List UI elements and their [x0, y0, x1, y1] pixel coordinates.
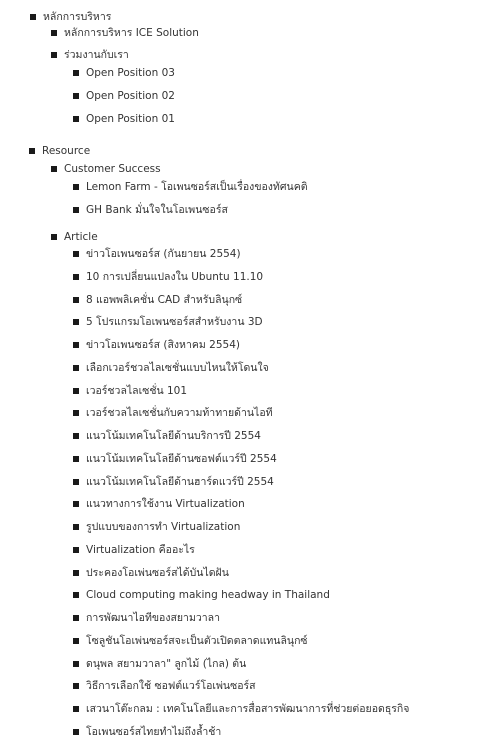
square-bullet-icon [73, 342, 79, 348]
menu-item-label: รูปแบบของการทำ Virtualization [86, 521, 241, 533]
menu-item-label: 8 แอพพลิเคชั่น CAD สำหรับลินุกซ์ [86, 294, 243, 306]
square-bullet-icon [73, 251, 79, 257]
square-bullet-icon [73, 70, 79, 76]
square-bullet-icon [29, 148, 35, 154]
menu-item-label: Virtualization คืออะไร [86, 544, 195, 556]
square-bullet-icon [73, 365, 79, 371]
menu-item-label: Open Position 03 [86, 67, 175, 79]
square-bullet-icon [73, 615, 79, 621]
square-bullet-icon [30, 14, 36, 20]
menu-item-label: Article [64, 231, 98, 243]
menu-item-label: โอเพนซอร์สไทยทำไม่ถึงล้ำช้า [86, 726, 222, 738]
square-bullet-icon [51, 234, 57, 240]
square-bullet-icon [73, 433, 79, 439]
menu-item-label: เสวนาโต๊ะกลม : เทคโนโลยีและการสื่อสารพัฒนาการที่ช่วยต่อยอดธุรกิจ [86, 703, 410, 715]
square-bullet-icon [73, 116, 79, 122]
square-bullet-icon [73, 207, 79, 213]
square-bullet-icon [73, 547, 79, 553]
square-bullet-icon [73, 410, 79, 416]
square-bullet-icon [73, 93, 79, 99]
square-bullet-icon [73, 729, 79, 735]
menu-item-label: แนวโน้มเทคโนโลยีด้านซอฟต์แวร์ปี 2554 [86, 453, 277, 465]
menu-item-label: ดนุพล สยามวาลา" ลูกไม้ (ไกล) ต้น [86, 658, 247, 670]
square-bullet-icon [73, 456, 79, 462]
menu-item-label: 5 โปรแกรมโอเพนซอร์สสำหรับงาน 3D [86, 316, 263, 328]
menu-item-label: 10 การเปลี่ยนแปลงใน Ubuntu 11.10 [86, 271, 264, 283]
menu-item-label: เวอร์ชวลไลเซชั่น 101 [86, 385, 188, 397]
menu-item-label: แนวทางการใช้งาน Virtualization [86, 498, 245, 510]
menu-item-label: Open Position 02 [86, 90, 175, 102]
menu-item-label: หลักการบริหาร [43, 11, 112, 23]
menu-item-label: ข่าวโอเพนซอร์ส (กันยายน 2554) [86, 248, 241, 260]
square-bullet-icon [73, 683, 79, 689]
menu-item-label: แนวโน้มเทคโนโลยีด้านฮาร์ดแวร์ปี 2554 [86, 476, 274, 488]
menu-item-label: Cloud computing making headway in Thailand [86, 589, 330, 601]
square-bullet-icon [73, 388, 79, 394]
menu-item-label: การพัฒนาไอทีของสยามวาลา [86, 612, 220, 624]
menu-item-label: ข่าวโอเพนซอร์ส (สิงหาคม 2554) [86, 339, 240, 351]
menu-item-label: ร่วมงานกับเรา [64, 49, 129, 61]
menu-item-label: Resource [42, 145, 91, 157]
menu-item-label: Open Position 01 [86, 113, 175, 125]
square-bullet-icon [51, 30, 57, 36]
square-bullet-icon [73, 501, 79, 507]
square-bullet-icon [73, 661, 79, 667]
square-bullet-icon [73, 319, 79, 325]
menu-item-label: เลือกเวอร์ชวลไลเซชั่นแบบไหนให้โดนใจ [86, 362, 269, 374]
menu-item-label: โซลูชันโอเพ่นซอร์สจะเป็นตัวเปิดตลาดแทนลินุกซ์ [86, 635, 308, 647]
square-bullet-icon [73, 479, 79, 485]
menu-item-label: GH Bank มั่นใจในโอเพนซอร์ส [86, 204, 228, 216]
menu-item-label: Customer Success [64, 163, 161, 175]
square-bullet-icon [73, 638, 79, 644]
square-bullet-icon [73, 570, 79, 576]
menu-item-label: วิธีการเลือกใช้ ซอฟต์แวร์โอเพ่นซอร์ส [86, 680, 256, 692]
menu-item-label: Lemon Farm - โอเพนซอร์สเป็นเรื่องของทัศนคติ [86, 181, 308, 193]
square-bullet-icon [73, 524, 79, 530]
square-bullet-icon [51, 166, 57, 172]
square-bullet-icon [73, 274, 79, 280]
menu-item-label: ประคองโอเพ่นซอร์สได้บันไดฝัน [86, 567, 229, 579]
menu-item-label: แนวโน้มเทคโนโลยีด้านบริการปี 2554 [86, 430, 261, 442]
square-bullet-icon [73, 706, 79, 712]
square-bullet-icon [73, 297, 79, 303]
menu-item-label: เวอร์ชวลไลเซชั่นกับความท้าทายด้านไอที [86, 407, 273, 419]
square-bullet-icon [73, 592, 79, 598]
square-bullet-icon [51, 52, 57, 58]
square-bullet-icon [73, 184, 79, 190]
menu-item-label: หลักการบริหาร ICE Solution [64, 27, 199, 39]
